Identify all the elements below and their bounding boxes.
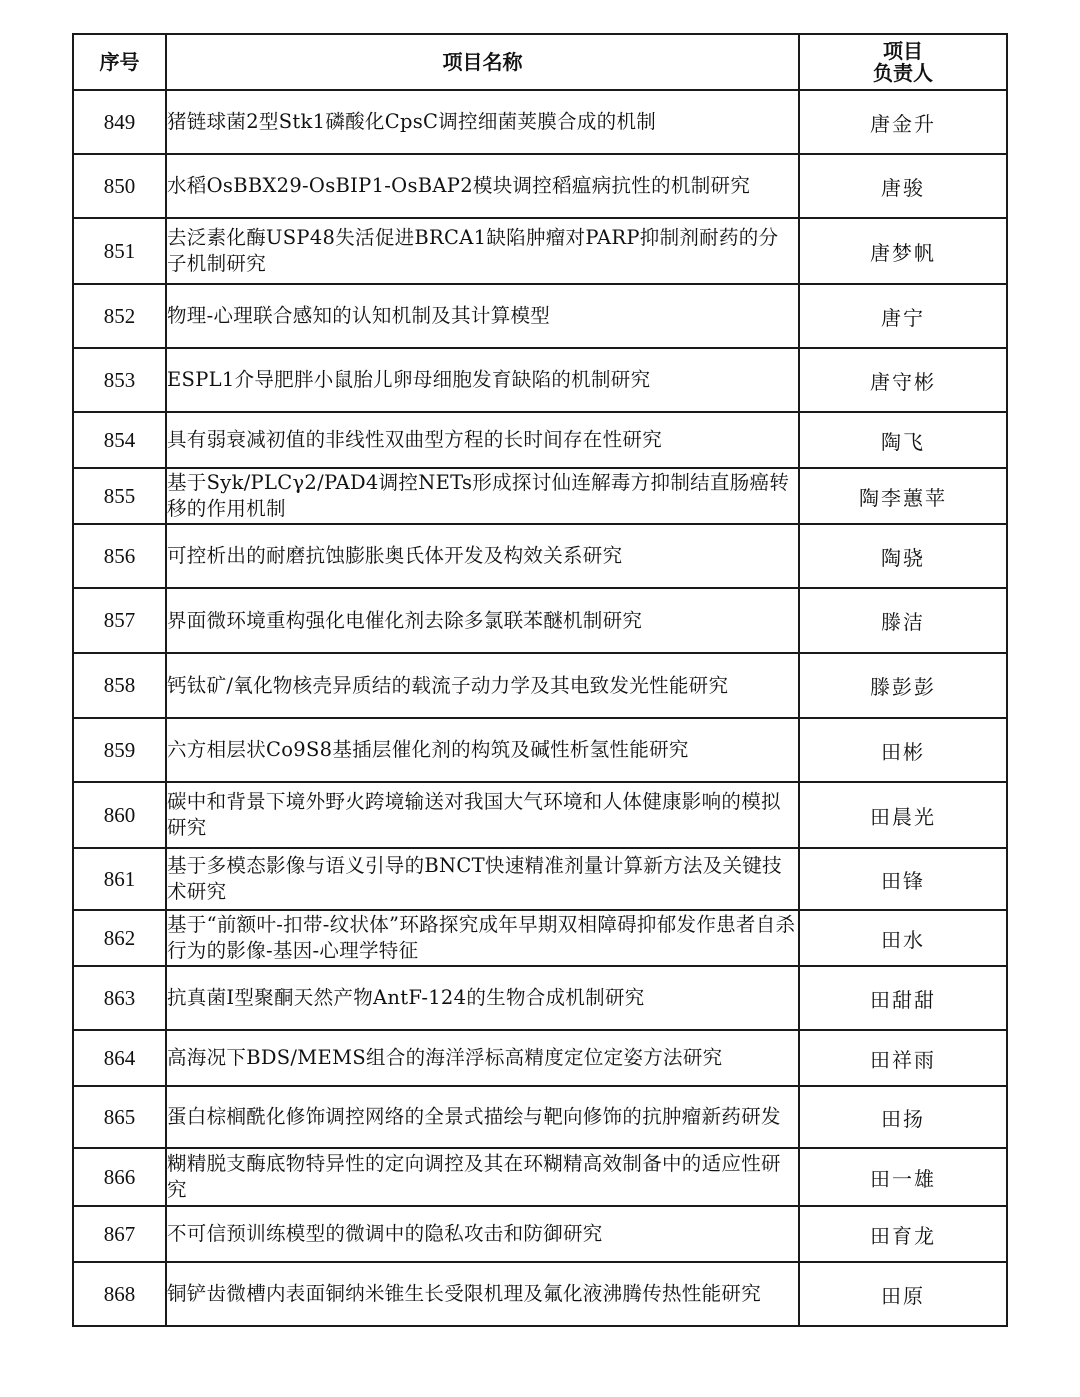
row-number: 856 [73,524,166,588]
table-row [73,966,1007,1030]
project-name: 具有弱衰减初值的非线性双曲型方程的长时间存在性研究 [166,412,799,468]
table-row [73,348,1007,412]
table-row [73,412,1007,468]
project-lead: 滕洁 [799,588,1007,653]
row-number: 854 [73,412,166,468]
project-lead: 田育龙 [799,1206,1007,1262]
table-row [73,718,1007,782]
table-row [73,782,1007,848]
table-row [73,1086,1007,1148]
project-lead: 田晨光 [799,782,1007,848]
project-name: 基于多模态影像与语义引导的BNCT快速精准剂量计算新方法及关键技术研究 [166,848,799,910]
project-name: 去泛素化酶USP48失活促进BRCA1缺陷肿瘤对PARP抑制剂耐药的分子机制研究 [166,218,799,284]
row-number: 857 [73,588,166,653]
project-lead: 陶李蕙苹 [799,468,1007,524]
table-body [73,90,1007,1326]
table-row [73,284,1007,348]
table-row [73,848,1007,910]
header-lead-line2: 负责人 [873,61,933,85]
project-lead: 唐梦帆 [799,218,1007,284]
table-row [73,218,1007,284]
row-number: 866 [73,1148,166,1206]
table-row [73,90,1007,154]
header-lead-line1: 项目 [883,39,923,63]
row-number: 865 [73,1086,166,1148]
project-lead: 陶飞 [799,412,1007,468]
project-lead: 唐金升 [799,90,1007,154]
header-row [73,34,1007,90]
row-number: 852 [73,284,166,348]
header-no: 序号 [73,34,166,90]
row-number: 855 [73,468,166,524]
project-lead: 田原 [799,1262,1007,1326]
row-number: 850 [73,154,166,218]
project-lead: 唐守彬 [799,348,1007,412]
table-row [73,588,1007,653]
row-number: 862 [73,910,166,966]
row-number: 860 [73,782,166,848]
project-name: 基于“前额叶-扣带-纹状体”环路探究成年早期双相障碍抑郁发作患者自杀行为的影像-基因-心理学特征 [166,910,799,966]
project-name: 猪链球菌2型Stk1磷酸化CpsC调控细菌荚膜合成的机制 [166,90,799,154]
project-name: 碳中和背景下境外野火跨境输送对我国大气环境和人体健康影响的模拟研究 [166,782,799,848]
row-number: 863 [73,966,166,1030]
table-row [73,468,1007,524]
project-lead: 田一雄 [799,1148,1007,1206]
project-name: 糊精脱支酶底物特异性的定向调控及其在环糊精高效制备中的适应性研究 [166,1148,799,1206]
project-name: 物理-心理联合感知的认知机制及其计算模型 [166,284,799,348]
project-lead: 田锋 [799,848,1007,910]
row-number: 867 [73,1206,166,1262]
project-table [72,33,1008,1327]
row-number: 858 [73,653,166,718]
row-number: 849 [73,90,166,154]
table-row [73,653,1007,718]
table-row [73,1262,1007,1326]
project-name: 水稻OsBBX29-OsBIP1-OsBAP2模块调控稻瘟病抗性的机制研究 [166,154,799,218]
project-lead: 田扬 [799,1086,1007,1148]
project-name: 铜铲齿微槽内表面铜纳米锥生长受限机理及氟化液沸腾传热性能研究 [166,1262,799,1326]
project-lead: 陶骁 [799,524,1007,588]
project-name: 高海况下BDS/MEMS组合的海洋浮标高精度定位定姿方法研究 [166,1030,799,1086]
project-name: 可控析出的耐磨抗蚀膨胀奥氏体开发及构效关系研究 [166,524,799,588]
project-name: 六方相层状Co9S8基插层催化剂的构筑及碱性析氢性能研究 [166,718,799,782]
project-lead: 滕彭彭 [799,653,1007,718]
project-lead: 田彬 [799,718,1007,782]
project-lead: 田祥雨 [799,1030,1007,1086]
row-number: 853 [73,348,166,412]
table-row [73,1148,1007,1206]
project-name: 抗真菌Ⅰ型聚酮天然产物AntF-124的生物合成机制研究 [166,966,799,1030]
row-number: 864 [73,1030,166,1086]
table-row [73,910,1007,966]
project-name: 界面微环境重构强化电催化剂去除多氯联苯醚机制研究 [166,588,799,653]
row-number: 861 [73,848,166,910]
project-lead: 唐宁 [799,284,1007,348]
row-number: 859 [73,718,166,782]
project-name: 蛋白棕榈酰化修饰调控网络的全景式描绘与靶向修饰的抗肿瘤新药研发 [166,1086,799,1148]
project-name: 不可信预训练模型的微调中的隐私攻击和防御研究 [166,1206,799,1262]
project-name: 钙钛矿/氧化物核壳异质结的载流子动力学及其电致发光性能研究 [166,653,799,718]
table-row [73,1030,1007,1086]
project-lead: 田甜甜 [799,966,1007,1030]
header-lead [799,34,1007,90]
header-name: 项目名称 [166,34,799,90]
project-name: ESPL1介导肥胖小鼠胎儿卵母细胞发育缺陷的机制研究 [166,348,799,412]
project-lead: 唐骏 [799,154,1007,218]
table-row [73,1206,1007,1262]
table-row [73,154,1007,218]
project-name: 基于Syk/PLCγ2/PAD4调控NETs形成探讨仙连解毒方抑制结直肠癌转移的作用机制 [166,468,799,524]
project-lead: 田水 [799,910,1007,966]
row-number: 851 [73,218,166,284]
table-row [73,524,1007,588]
row-number: 868 [73,1262,166,1326]
